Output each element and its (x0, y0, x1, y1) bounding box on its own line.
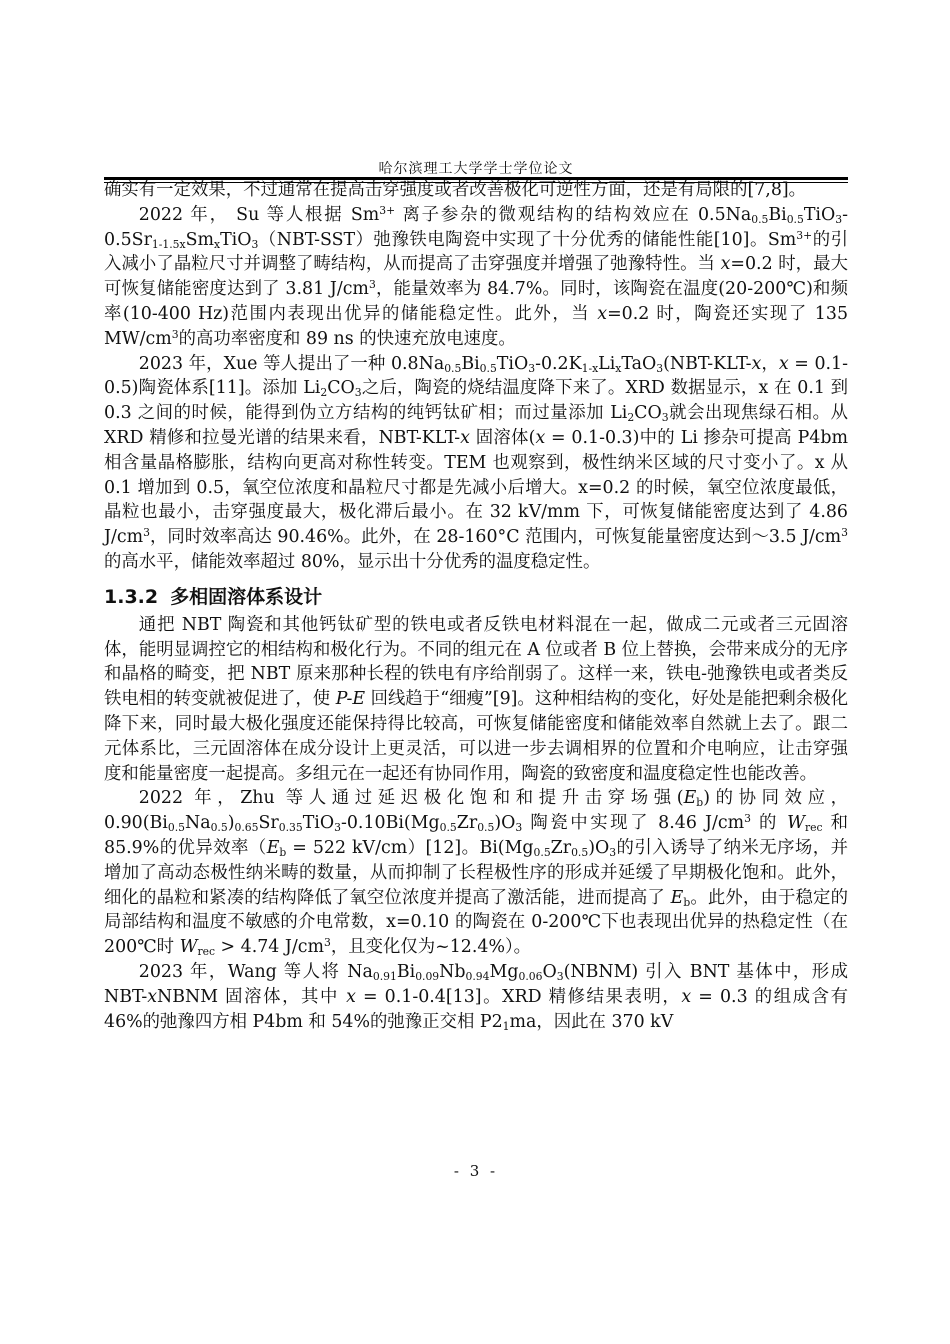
paragraph-6: 2023 年，Wang 等人将 $Na_{0.91}Bi_{0.09}Nb_{0.94}Mg_{0.06}O_3(NBNM)$ 引入 BNT 基体中，形成 NBT-xNBNM 固溶体，其中 x = 0.1-0.4[13]。XRD 精修结果表明，x = 0.3 的组成含有 46%的弛豫四方相 P4bm 和 54%的弛豫正交相 $P2_1ma$，因此在 370 kV (104, 961, 848, 1033)
section-number: 1.3.2 (104, 585, 159, 608)
paragraph-5: 2022 年，Zhu 等人通过延迟极化饱和和提升击穿场强$(E_b)$的协同效应，$0.90(Bi_{0.5}Na_{0.5})_{0.65}Sr_{0.35}TiO_3-0.10Bi(Mg_{0.5}Zr_{0.5})O_3$ 陶瓷中实现了 8.46 $J/cm^3$ 的 $W_{rec}$ 和 85.9%的优异效率（$E_b = 522$ kV/cm）[12]。$Bi(Mg_{0.5}Zr_{0.5})O_3$的引入诱导了纳米无序场，并增加了高动态极性纳米畴的数量，从而抑制了长程极性序的形成并延缓了早期极化饱和。此外，细化的晶粒和紧凑的结构降低了氧空位浓度并提高了激活能，进而提高了 $E_b$。此外，由于稳定的局部结构和温度不敏感的介电常数，x=0.10 的陶瓷在 0-200℃下也表现出优异的热稳定性（在 200℃时 $W_{rec} > 4.74$ $J/cm^3$，且变化仅为~12.4%）。 (104, 788, 848, 959)
section-title: 多相固溶体系设计 (170, 585, 323, 608)
page-number: - 3 - (453, 1162, 499, 1180)
paragraph-3: 2023 年，Xue 等人提出了一种 $0.8Na_{0.5}Bi_{0.5}TiO_3-0.2K_{1-x}Li_xTaO_3(NBT-KLT-x$，x = 0.1-0.5)陶瓷体系[11]。添加 $Li_2CO_3$之后，陶瓷的烧结温度降下来了。XRD 数据显示，x 在 0.1 到 0.3 之间的时候，能得到伪立方结构的纯钙钛矿相；而过量添加 $Li_2CO_3$就会出现焦绿石相。从 XRD 精修和拉曼光谱的结果来看，NBT-KLT-x 固溶体(x = 0.1-0.3)中的 Li 掺杂可提高 P4bm 相含量晶格膨胀，结构向更高对称性转变。TEM 也观察到，极性纳米区域的尺寸变小了。x 从 0.1 增加到 0.5，氧空位浓度和晶粒尺寸都是先减小后增大。x=0.2 的时候，氧空位浓度最低，晶粒也最小，击穿强度最大，极化滞后最小。在 32 kV/mm 下，可恢复储能密度达到了 4.86 $J/cm^3$，同时效率高达 90.46%。此外，在 28-160°C 范围内，可恢复能量密度达到～3.5 $J/cm^3$ 的高水平，储能效率超过 80%，显示出十分优秀的温度稳定性。 (104, 353, 849, 572)
running-header: 哈尔滨理工大学学士学位论文 (378, 161, 574, 177)
body-text (104, 178, 848, 1034)
paragraph-4: 通把 NBT 陶瓷和其他钙钛矿型的铁电或者反铁电材料混在一起，做成二元或者三元固溶体，能明显调控它的相结构和极化行为。不同的组元在 A 位或者 B 位上替换，会带来成分的无序和晶格的畸变，把 NBT 原来那种长程的铁电有序给削弱了。这样一来，铁电-弛豫铁电或者类反铁电相的转变就被促进了，使 P-E 回线趋于“细瘦”[9]。这种相结构的变化，好处是能把剩余极化降下来，同时最大极化强度还能保持得比较高，可恢复储能密度和储能效率自然就上去了。跟二元体系比，三元固溶体在成分设计上更灵活，可以进一步去调相界的位置和介电响应，让击穿强度和能量密度一起提高。多组元在一起还有协同作用，陶瓷的致密度和温度稳定性也能改善。 (104, 614, 849, 784)
section-heading (104, 582, 848, 612)
paragraph-2: 2022 年， Su 等人根据 $Sm^{3+}$ 离子参杂的微观结构的结构效应在 $0.5Na_{0.5}Bi_{0.5}TiO_3-0.5Sr_{1-1.5x}Sm_xTiO_3(NBT-SST)$弛豫铁电陶瓷中实现了十分优秀的储能性能[10]。$Sm^{3+}$的引入减小了晶粒尺寸并调整了畴结构，从而提高了击穿强度并增强了弛豫特性。当 x=0.2 时，最大可恢复储能密度达到了 3.81 $J/cm^3$，能量效率为 84.7%。同时，该陶瓷在温度(20-200℃)和频率(10-400 Hz)范围内表现出优异的储能稳定性。此外，当 x=0.2 时，陶瓷还实现了 135 $MW/cm^3$的高功率密度和 89 ns 的快速充放电速度。 (104, 203, 849, 349)
paragraph-1: 确实有一定效果，不过通常在提高击穿强度或者改善极化可逆性方面，还是有局限的[7,8]。 (104, 180, 807, 200)
